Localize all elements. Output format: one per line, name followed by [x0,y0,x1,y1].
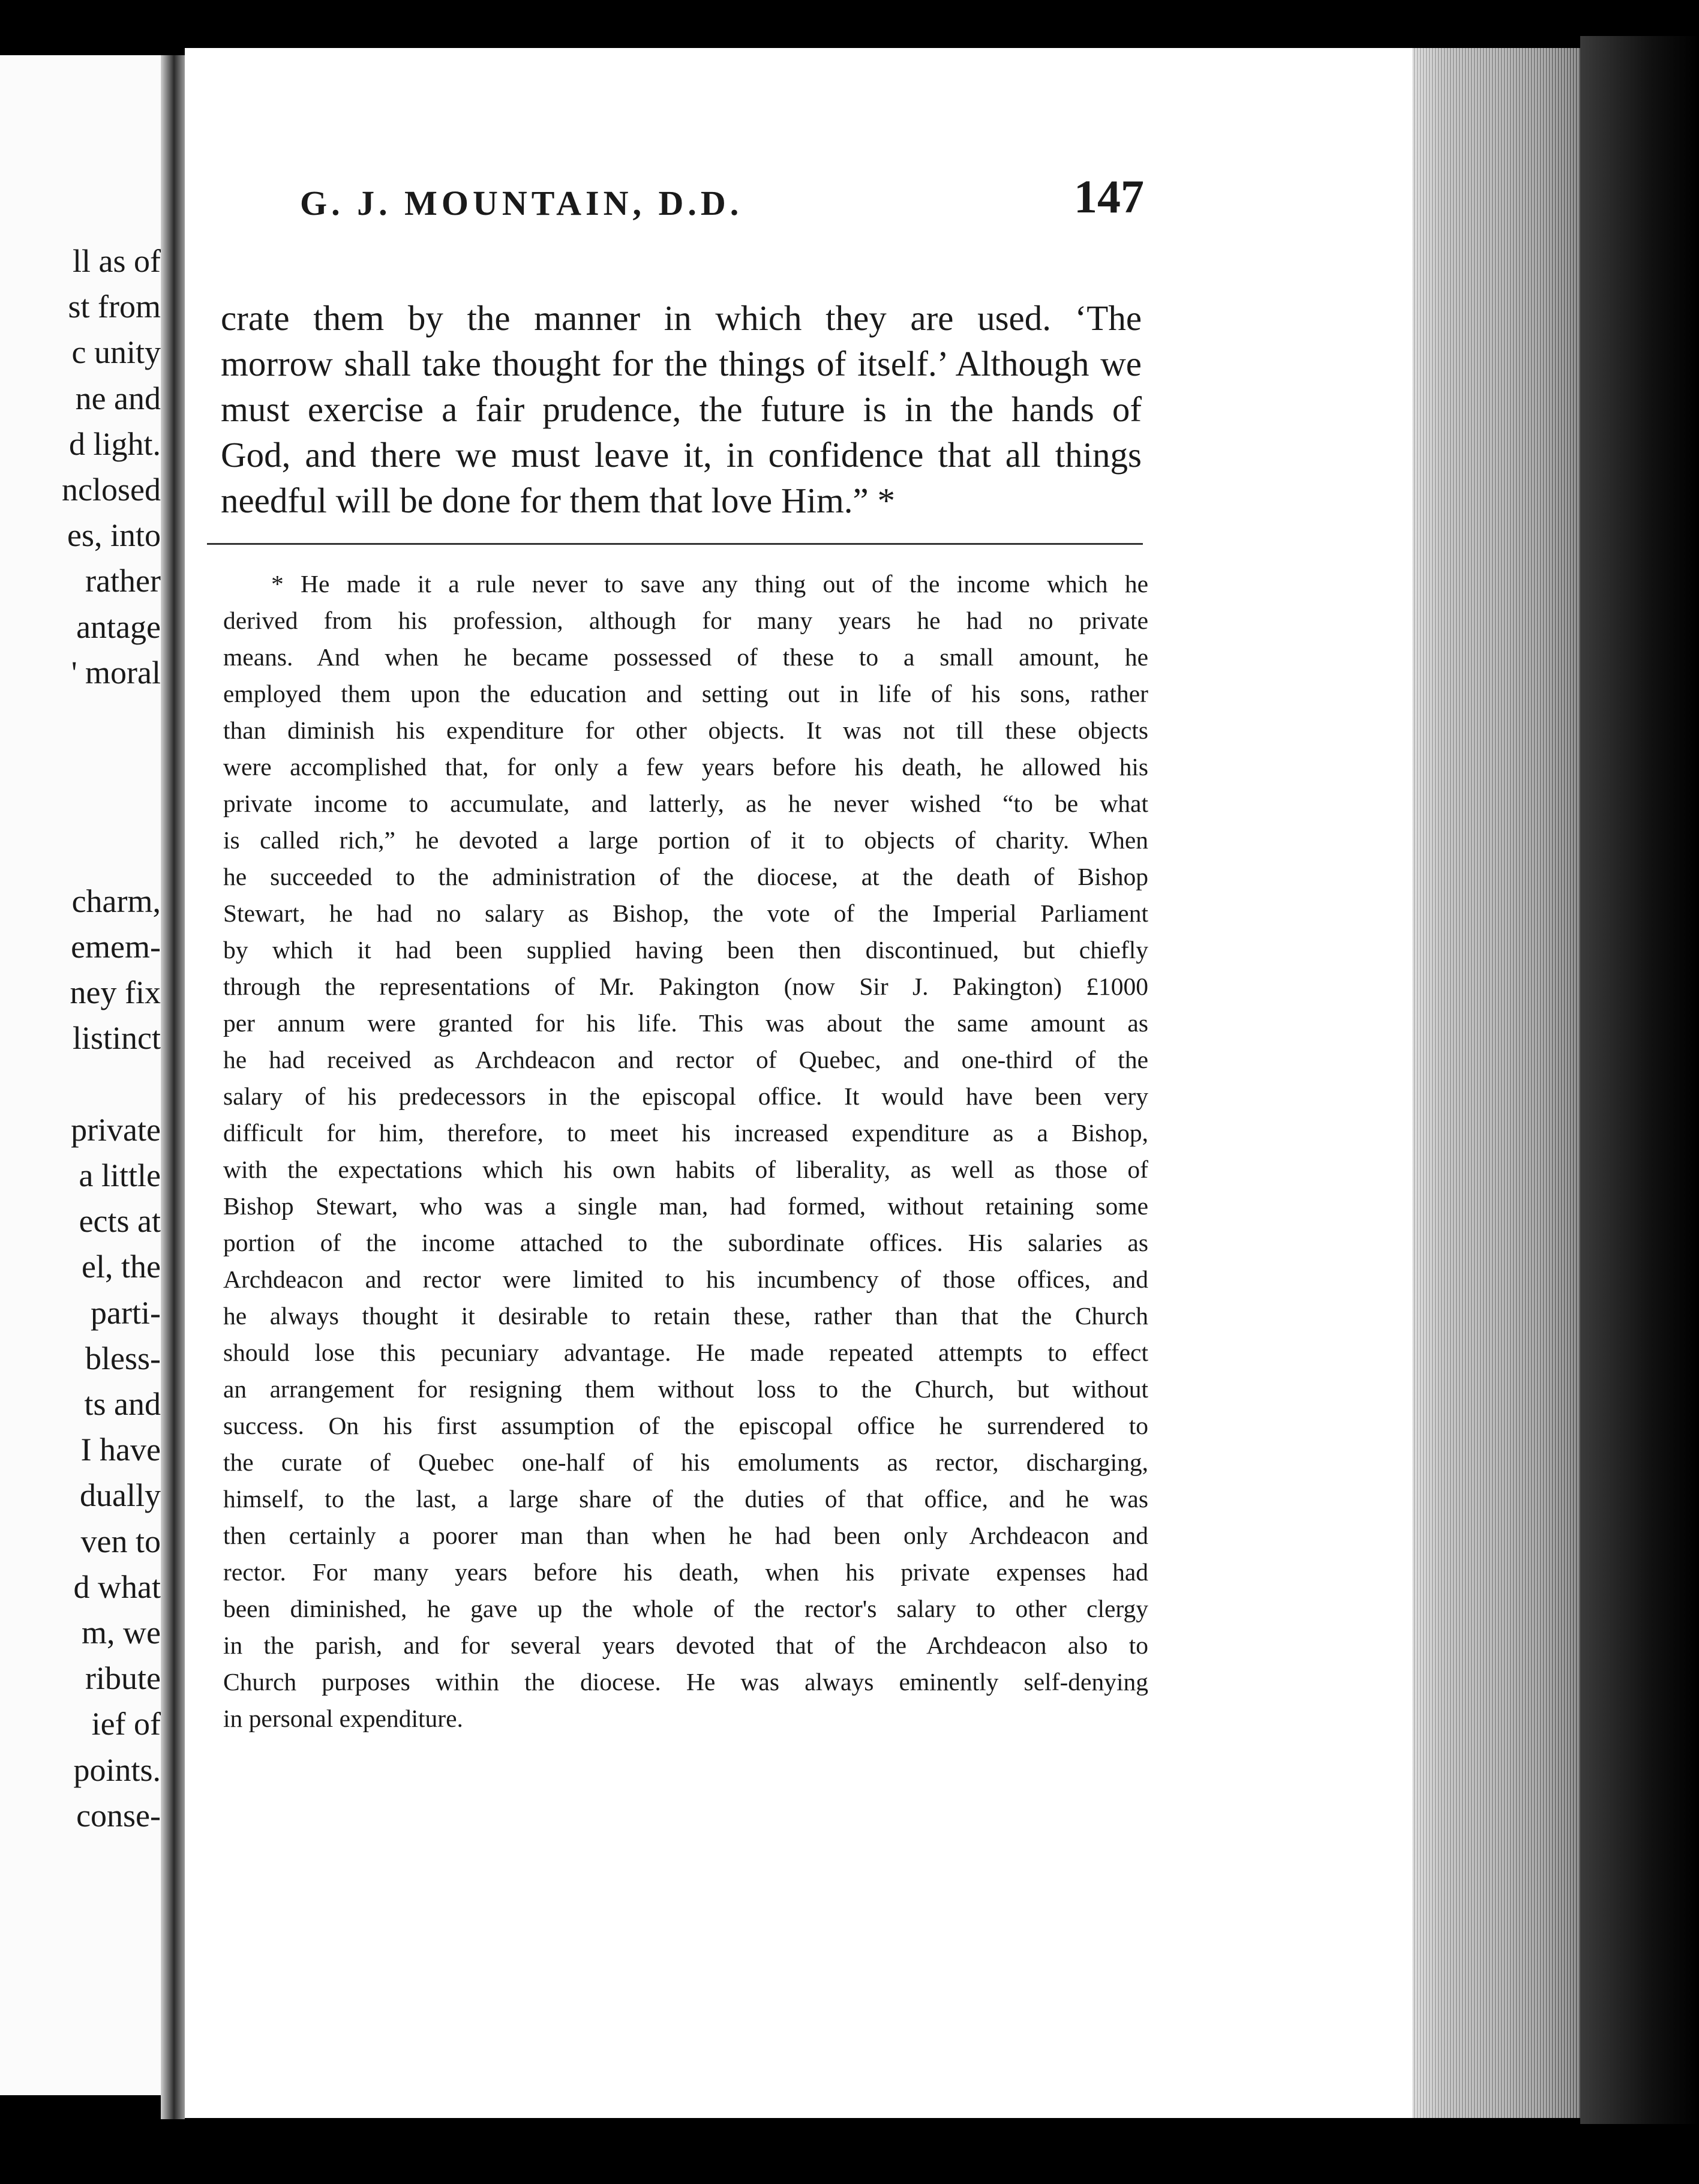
facing-page-line: ts and [84,1386,161,1422]
background-bottom [0,2124,1699,2184]
body-line: needful will be done for them that love Him.” * [221,481,895,520]
footnote-line: portion of the income attached to the subordinate offices. His salaries as [223,1229,1148,1256]
footnote-line: he always thought it desirable to retain these, rather than that the Church [223,1302,1148,1330]
footnote-line: should lose this pecuniary advantage. He made repeated attempts to effect [223,1339,1148,1366]
footnote-line: derived from his profession, although for many years he had no private [223,607,1148,634]
book-gutter [161,55,185,2119]
footnote-line: through the representations of Mr. Pakington (now Sir J. Pakington) £1000 [223,973,1148,1000]
footnote-line: difficult for him, therefore, to meet his increased expenditure as a Bishop, [223,1119,1148,1147]
footnote-line: by which it had been supplied having been then discontinued, but chiefly [223,936,1148,964]
facing-page-line: es, into [67,517,161,554]
facing-page-line: el, the [82,1249,161,1285]
facing-page-line: parti- [91,1294,161,1331]
page-number: 147 [1074,170,1144,223]
footnote-line: been diminished, he gave up the whole of the rector's salary to other clergy [223,1595,1148,1622]
facing-page-line: st from [68,289,161,325]
footnote-line: salary of his predecessors in the episcopal office. It would have been very [223,1082,1148,1110]
background-shadow [1580,36,1699,2136]
footnote-line: himself, to the last, a large share of the duties of that office, and he was [223,1485,1148,1513]
facing-page-line: d light. [68,425,161,462]
facing-page-line: points. [73,1751,161,1788]
facing-page-line: m, we [82,1615,161,1651]
footnote-line: than diminish his expenditure for other objects. It was not till these objects [223,716,1148,744]
footnote-line: an arrangement for resigning them without loss to the Church, but without [223,1375,1148,1403]
facing-page-line: ven to [80,1523,161,1559]
facing-page-line: rather [85,563,161,599]
footnote-line: he succeeded to the administration of the diocese, at the death of Bishop [223,863,1148,890]
footnote-line: the curate of Quebec one-half of his emoluments as rector, discharging, [223,1448,1148,1476]
body-line: must exercise a fair prudence, the future is in the hands of [221,389,1142,429]
facing-page-line: a little [79,1157,161,1193]
footnote-line: * He made it a rule never to save any thing out of the income which he [271,570,1148,598]
facing-page-line: ll as of [73,243,161,279]
footnote-rule [207,543,1143,545]
facing-page-line: listinct [73,1020,161,1057]
running-head: G. J. MOUNTAIN, D.D. [300,184,743,223]
book-fore-edge [1412,48,1580,2118]
footnote [223,566,1148,1737]
facing-page-line: ' moral [71,654,161,691]
body-text [221,295,1142,523]
footnote-line: employed them upon the education and setting out in life of his sons, rather [223,680,1148,707]
facing-page-line: ne and [75,380,161,416]
facing-page-line: bless- [85,1340,161,1376]
footnote-line: Bishop Stewart, who was a single man, had formed, without retaining some [223,1192,1148,1220]
facing-page-line: private [71,1111,161,1148]
facing-page-line: ief of [91,1706,161,1742]
footnote-line: Stewart, he had no salary as Bishop, the vote of the Imperial Parliament [223,899,1148,927]
facing-page-line: dually [80,1477,161,1514]
facing-page-line: ney fix [70,974,161,1011]
footnote-line: success. On his first assumption of the episcopal office he surrendered to [223,1412,1148,1439]
footnote-line: private income to accumulate, and latterly, as he never wished “to be what [223,790,1148,817]
footnote-line: is called rich,” he devoted a large portion of it to objects of charity. When [223,826,1148,854]
footnote-line: then certainly a poorer man than when he had been only Archdeacon and [223,1522,1148,1549]
facing-page-line: I have [80,1432,161,1468]
facing-page-line: d what [73,1568,161,1605]
footnote-line: Church purposes within the diocese. He was always eminently self-denying [223,1668,1148,1696]
facing-page-line: nclosed [62,472,161,508]
facing-page-line: conse- [76,1797,161,1834]
footnote-line: in personal expenditure. [223,1705,463,1732]
footnote-line: means. And when he became possessed of these to a small amount, he [223,643,1148,671]
facing-page-line: c unity [71,334,161,371]
facing-page-line: antage [76,608,161,645]
facing-page-line: ribute [85,1660,161,1697]
footnote-line: he had received as Archdeacon and rector of Quebec, and one-third of the [223,1046,1148,1073]
body-line: God, and there we must leave it, in confidence that all things [221,435,1142,475]
facing-page-line: charm, [71,883,161,919]
body-line: crate them by the manner in which they are used. ‘The [221,298,1142,338]
facing-page-line: ects at [79,1203,161,1240]
footnote-line: were accomplished that, for only a few years before his death, he allowed his [223,753,1148,781]
footnote-line: rector. For many years before his death, when his private expenses had [223,1558,1148,1586]
footnote-line: with the expectations which his own habits of liberality, as well as those of [223,1156,1148,1183]
facing-page-line: emem- [71,929,161,965]
footnote-line: per annum were granted for his life. This was about the same amount as [223,1009,1148,1037]
facing-page-fragment [0,55,161,2095]
footnote-line: Archdeacon and rector were limited to his incumbency of those offices, and [223,1265,1148,1293]
footnote-line: in the parish, and for several years devoted that of the Archdeacon also to [223,1631,1148,1659]
body-line: morrow shall take thought for the things of itself.’ Although we [221,344,1142,383]
